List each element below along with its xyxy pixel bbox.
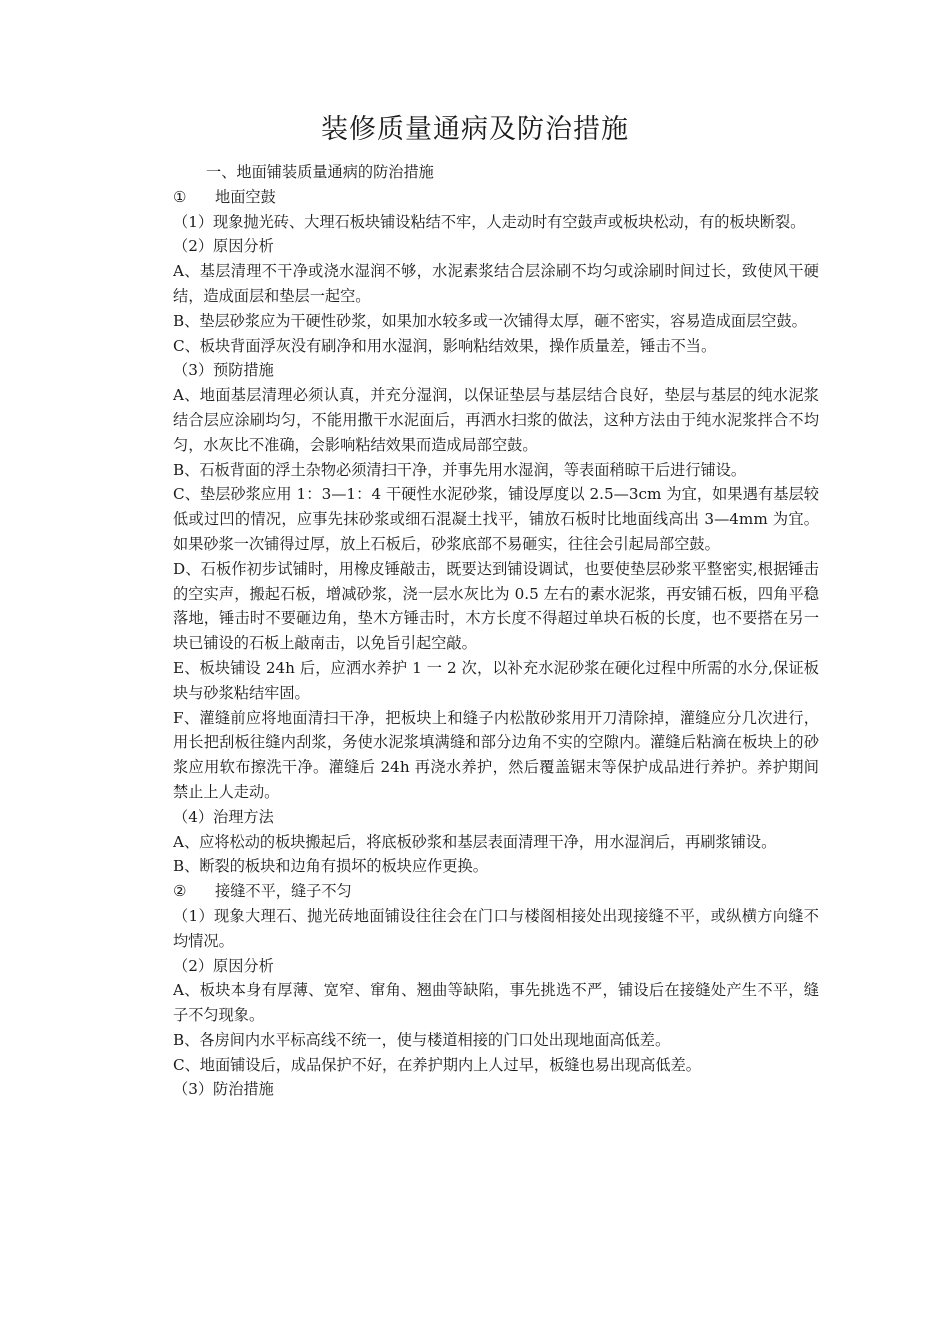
body-paragraph: （4）治理方法 xyxy=(173,807,274,826)
body-paragraph: （3）预防措施 xyxy=(173,361,274,380)
body-paragraph: B、断裂的板块和边角有损坏的板块应作更换。 xyxy=(173,857,488,876)
subsection-number: ① xyxy=(173,187,187,206)
section-heading: 一、地面铺装质量通病的防治措施 xyxy=(206,163,434,181)
body-paragraph: F、灌缝前应将地面清扫干净，把板块上和缝子内松散砂浆用开刀清除掉，灌缝应分几次进行，用长把刮板往缝内刮浆，务使水泥浆填满缝和部分边角不实的空隙内。灌缝后粘滴在板块上的砂浆应用软布擦洗干净。灌缝后 24h 再浇水养护，然后覆盖锯末等保护成品进行养护。养护期间禁止上人走动。 xyxy=(173,708,819,801)
body-paragraph: C、地面铺设后，成品保护不好，在养护期内上人过早，板缝也易出现高低差。 xyxy=(173,1055,701,1074)
body-paragraph: B、垫层砂浆应为干硬性砂浆，如果加水较多或一次铺得太厚，砸不密实，容易造成面层空鼓。 xyxy=(173,311,807,330)
body-paragraph: （1）现象抛光砖、大理石板块铺设粘结不牢，人走动时有空鼓声或板块松动，有的板块断裂。 xyxy=(173,212,806,231)
body-paragraph: B、石板背面的浮土杂物必须清扫干净，并事先用水湿润，等表面稍晾干后进行铺设。 xyxy=(173,460,747,479)
document-body xyxy=(173,160,819,1102)
body-paragraph: A、应将松动的板块搬起后，将底板砂浆和基层表面清理干净，用水湿润后，再刷浆铺设。 xyxy=(173,832,777,851)
body-paragraph: （1）现象大理石、抛光砖地面铺设往往会在门口与楼阁相接处出现接缝不平，或纵横方向缝不均情况。 xyxy=(173,906,819,950)
subsection-title: 接缝不平，缝子不匀 xyxy=(215,882,352,901)
body-paragraph: A、地面基层清理必须认真，并充分湿润，以保证垫层与基层结合良好，垫层与基层的纯水泥浆结合层应涂刷均匀，不能用撒干水泥面后，再洒水扫浆的做法，这种方法由于纯水泥浆拌合不均匀，水灰比不准确，会影响粘结效果而造成局部空鼓。 xyxy=(173,386,819,454)
body-paragraph: D、石板作初步试铺时，用橡皮锤敲击，既要达到铺设调试，也要使垫层砂浆平整密实,根据锤击的空实声，搬起石板，增减砂浆，浇一层水灰比为 0.5 左右的素水泥浆，再安铺石板，四角平稳落地，锤击时不要砸边角，垫木方锤击时，木方长度不得超过单块石板的长度，也不要搭在另一块已铺设的石板上敲南击，以免旨引起空敲。 xyxy=(173,559,819,653)
subsection-heading xyxy=(173,879,819,904)
subsection-title: 地面空鼓 xyxy=(215,187,276,206)
body-paragraph: A、板块本身有厚薄、宽窄、窜角、翘曲等缺陷，事先挑选不严，铺设后在接缝处产生不平，缝子不匀现象。 xyxy=(173,981,819,1025)
body-paragraph: A、基层清理不干净或浇水湿润不够，水泥素浆结合层涂刷不均匀或涂刷时间过长，致使风干硬结，造成面层和垫层一起空。 xyxy=(173,262,819,305)
body-paragraph: （2）原因分析 xyxy=(173,237,274,256)
body-paragraph: （2）原因分析 xyxy=(173,956,274,975)
document-title: 装修质量通病及防治措施 xyxy=(321,114,629,145)
body-paragraph: E、板块铺设 24h 后，应洒水养护 1 一 2 次，以补充水泥砂浆在硬化过程中所需的水分,保证板块与砂浆粘结牢固。 xyxy=(173,658,819,702)
body-paragraph: B、各房间内水平标高线不统一，使与楼道相接的门口处出现地面高低差。 xyxy=(173,1030,671,1049)
body-paragraph: （3）防治措施 xyxy=(173,1080,274,1099)
subsection-number: ② xyxy=(173,882,187,901)
subsection-heading xyxy=(173,185,819,210)
body-paragraph: C、板块背面浮灰没有刷净和用水湿润，影响粘结效果，操作质量差，锤击不当。 xyxy=(173,336,717,355)
body-paragraph: C、垫层砂浆应用 1：3—1：4 干硬性水泥砂浆，铺设厚度以 2.5—3cm 为宜，如果遇有基层较低或过凹的情况，应事先抹砂浆或细石混凝土找平，铺放石板时比地面线高出 3—4mm 为宜。如果砂浆一次铺得过厚，放上石板后，砂浆底部不易砸实，往往会引起局部空鼓。 xyxy=(173,485,819,553)
